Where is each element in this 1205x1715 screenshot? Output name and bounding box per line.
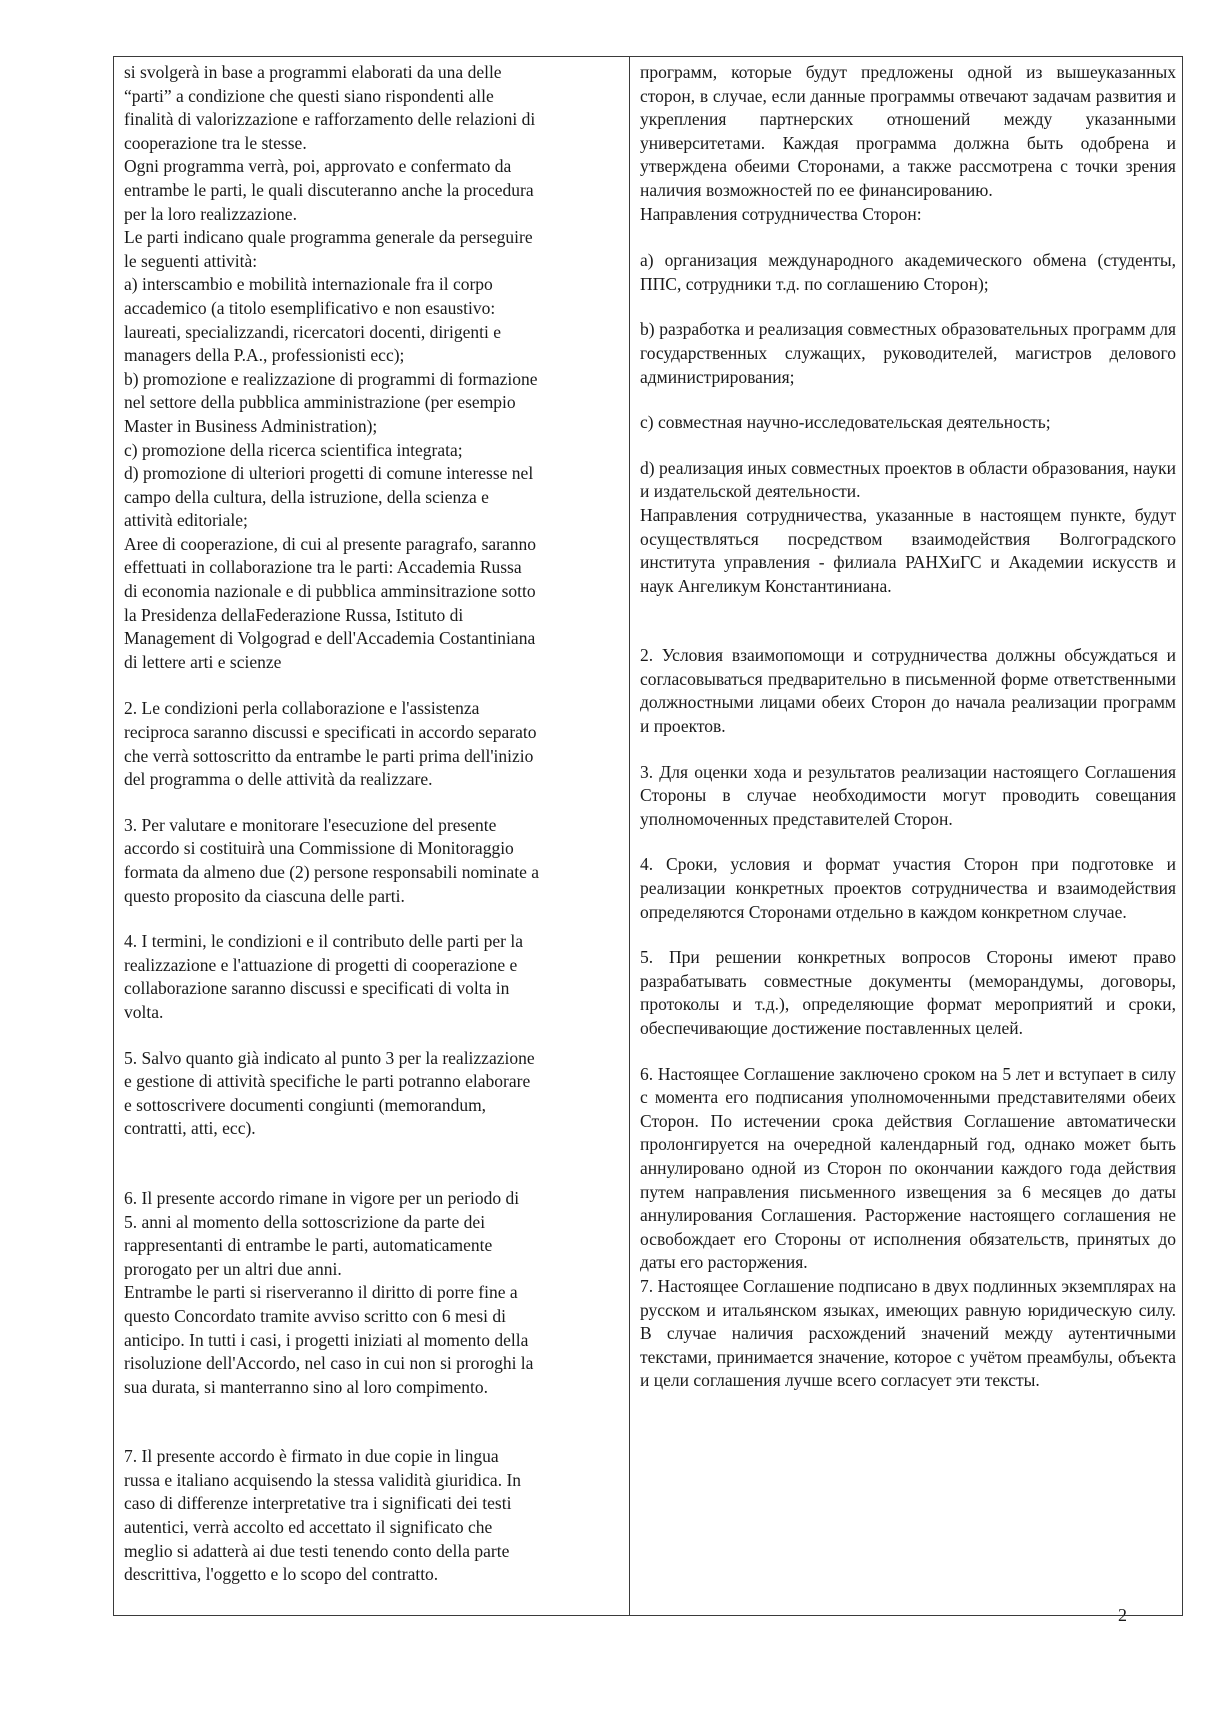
italian-paragraph-6: 6. Il presente accordo rimane in vigore per un periodo di 5. anni al momento della sottoscrizione da parte dei rappresentanti di entrambe le parti, automaticamente prorogato per un altri due anni. Entrambe le parti si riserveranno il diritto di porre fine a questo Concordato tramite avviso scritto con 6 mesi di anticipo. In tutti i casi, i progetti iniziati al momento della risoluzione dell'Accordo, nel caso in cui non si proroghi la sua durata, si manterranno sino al loro compimento. (124, 1187, 534, 1397)
russian-paragraph-11: 5. При решении конкретных вопросов Стороны имеют право разрабатывать совместные документы (меморандумы, договоры, протоколы и т.д.), определяющие формат мероприятий и сроки, обеспечивающие достижение поставленных целей. (640, 947, 1176, 1038)
russian-column (640, 61, 1176, 1393)
russian-paragraph-3: а) организация международного академического обмена (студенты, ППС, сотрудники т.д. по соглашению Сторон); (640, 250, 1176, 294)
italian-paragraph-5: 5. Salvo quanto già indicato al punto 3 per la realizzazione e gestione di attività specifiche le parti potranno elaborare e sottoscrivere documenti congiunti (memorandum, contratti, atti, ecc). (124, 1047, 535, 1139)
russian-paragraph-13: 7. Настоящее Соглашение подписано в двух подлинных экземплярах на русском и итальянском языках, имеющих равную юридическую силу. В случае наличия расхождений значений между аутентичными текстами, принимается значение, которое с учётом преамбулы, объекта и цели соглашения лучше всего согласует эти тексты. (640, 1275, 1176, 1391)
russian-paragraph-6: d) реализация иных совместных проектов в области образования, науки и издательской деятельности. (640, 457, 1176, 502)
italian-paragraph-3: 3. Per valutare e monitorare l'esecuzione del presente accordo si costituirà una Commissione di Monitoraggio formata da almeno due (2) persone responsabili nominate a questo proposito da ciascuna delle parti. (124, 814, 539, 906)
russian-paragraph-9: 3. Для оценки хода и результатов реализации настоящего Соглашения Стороны в случае необходимости могут проводить совещания уполномоченных представителей Сторон. (640, 761, 1176, 829)
russian-paragraph-7: Направления сотрудничества, указанные в настоящем пункте, будут осуществляться посредством взаимодействия Волгоградского института управления - филиала РАНХиГС и Академии искусств и наук Ангеликум Константиниана. (640, 504, 1176, 596)
column-divider (629, 57, 630, 1615)
italian-paragraph-2: 2. Le condizioni perla collaborazione e l'assistenza reciproca saranno discussi e specificati in accordo separato che verrà sottoscritto da entrambe le parti prima dell'inizio del programma o delle attività da realizzare. (124, 698, 537, 790)
russian-paragraph-10: 4. Сроки, условия и формат участия Сторон при подготовке и реализации конкретных проектов сотрудничества и взаимодействия определяются Сторонами отдельно в каждом конкретном случае. (640, 854, 1176, 922)
bilingual-agreement-table (113, 56, 1183, 1616)
russian-paragraph-8: 2. Условия взаимопомощи и сотрудничества должны обсуждаться и согласовываться предварительно в письменной форме ответственными должностными лицами обеих Сторон до начала реализации программ и проектов. (640, 645, 1176, 737)
russian-paragraph-1: программ, которые будут предложены одной из вышеуказанных сторон, в случае, если данные программы отвечают задачам развития и укрепления партнерских отношений между указанными университетами. Каждая программа должна быть одобрена и утверждена обеими Сторонами, а также рассмотрена с точки зрения наличия возможностей по ее финансированию. (640, 62, 1176, 200)
russian-paragraph-4: b) разработка и реализация совместных образовательных программ для государственных служащих, руководителей, магистров делового администрирования; (640, 319, 1176, 387)
italian-paragraph-7: 7. Il presente accordo è firmato in due copie in lingua russa e italiano acquisendo la stessa validità giuridica. In caso di differenze interpretative tra i significati dei testi autentici, verrà accolto ed accettato il significato che meglio si adatterà ai due testi tenendo conto della parte descrittiva, l'oggetto e lo scopo del contratto. (124, 1446, 522, 1585)
italian-column (124, 61, 622, 1587)
italian-paragraph-1: si svolgerà in base a programmi elaborati da una delle “parti” a condizione che questi siano rispondenti alle finalità di valorizzazione e rafforzamento delle relazioni di cooperazione tra le stesse. Ogni programma verrà, poi, approvato e confermato da entrambe le parti, le quali discuteranno anche la procedura per la loro realizzazione. Le parti indicano quale programma generale da perseguire le seguenti attività: a) interscambio e mobilità internazionale fra il corpo accademico (a titolo esemplificativo e non esaustivo: laureati, specializzandi, ricercatori docenti, dirigenti e managers della P.A., professionisti ecc); b) promozione e realizzazione di programmi di formazione nel settore della pubblica amministrazione (per esempio Master in Business Administration); c) promozione della ricerca scientifica integrata; d) promozione di ulteriori progetti di comune interesse nel campo della cultura, della istruzione, della scienza e attività editoriale; Aree di cooperazione, di cui al presente paragrafo, saranno effettuati in collaborazione tra le parti: Accademia Russa di economia nazionale e di pubblica amminsitrazione sotto la Presidenza dellaFederazione Russa, Istituto di Management di Volgograd e dell'Accademia Costantiniana di lettere arti e scienze (124, 62, 538, 672)
russian-paragraph-5: с) совместная научно-исследовательская деятельность; (640, 412, 1051, 433)
russian-paragraph-2: Направления сотрудничества Сторон: (640, 203, 922, 224)
russian-paragraph-12: 6. Настоящее Соглашение заключено сроком на 5 лет и вступает в силу с момента его подписания уполномоченными представителями обеих Сторон. По истечении срока действия Соглашение автоматически пролонгируется на очередной календарный год, однако может быть аннулировано одной из Сторон по окончании каждого года действия путем направления письменного извещения за 6 месяцев до даты аннулирования Соглашения. Расторжение настоящего соглашения не освобождает его Стороны от исполнения обязательств, принятых до даты его расторжения. (640, 1063, 1176, 1273)
page-number: 2 (1118, 1605, 1127, 1625)
italian-paragraph-4: 4. I termini, le condizioni e il contributo delle parti per la realizzazione e l'attuazione di progetti di cooperazione e collaborazione saranno discussi e specificati di volta in volta. (124, 931, 523, 1022)
